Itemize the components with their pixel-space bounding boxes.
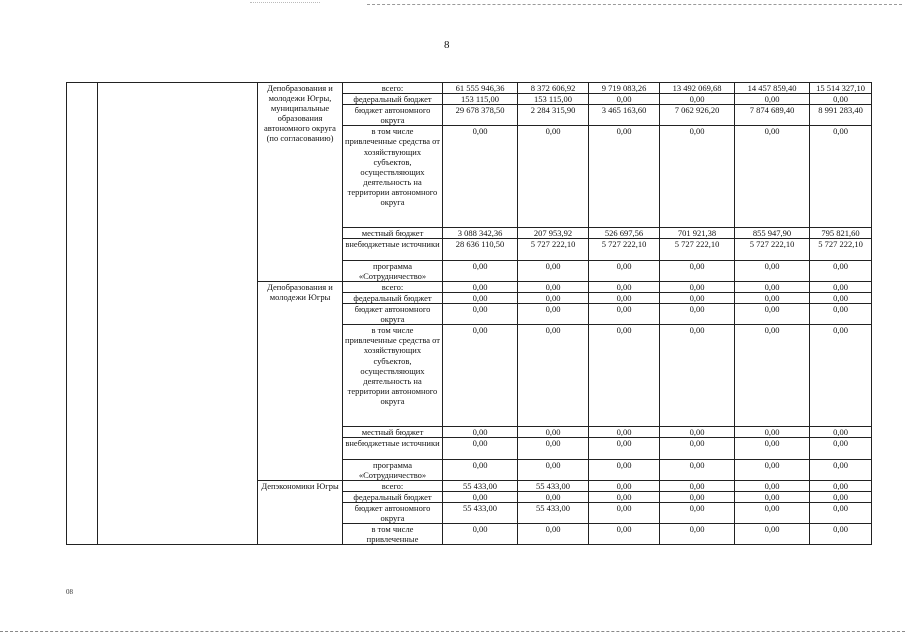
amount-year-4: 0,00 [735, 304, 810, 325]
amount-year-5: 0,00 [810, 260, 872, 281]
amount-total: 0,00 [443, 491, 518, 502]
amount-year-2: 0,00 [589, 524, 660, 545]
amount-year-3: 0,00 [660, 438, 735, 459]
amount-year-5: 795 821,60 [810, 228, 872, 239]
amount-total: 153 115,00 [443, 94, 518, 105]
amount-year-1: 0,00 [518, 281, 589, 292]
table-row [67, 83, 872, 94]
funding-source-label: внебюджетные источники [343, 438, 443, 459]
amount-year-4: 0,00 [735, 459, 810, 480]
amount-year-3: 0,00 [660, 459, 735, 480]
amount-year-2: 526 697,56 [589, 228, 660, 239]
amount-total: 0,00 [443, 304, 518, 325]
amount-year-4: 7 874 689,40 [735, 105, 810, 126]
funding-source-label: федеральный бюджет [343, 94, 443, 105]
funding-source-label: всего: [343, 83, 443, 94]
amount-year-2: 0,00 [589, 459, 660, 480]
amount-year-5: 5 727 222,10 [810, 239, 872, 260]
amount-year-4: 5 727 222,10 [735, 239, 810, 260]
amount-year-2: 9 719 083,26 [589, 83, 660, 94]
amount-year-1: 0,00 [518, 126, 589, 228]
amount-total: 0,00 [443, 281, 518, 292]
amount-year-4: 0,00 [735, 491, 810, 502]
amount-year-4: 0,00 [735, 126, 810, 228]
funding-source-label: в том числе привлеченные средства от хозяйствующих субъектов, осуществляющих деятельность на территории автономного округа [343, 325, 443, 427]
amount-year-4: 0,00 [735, 292, 810, 303]
amount-total: 0,00 [443, 524, 518, 545]
funding-source-label: в том числе привлеченные средства от хозяйствующих субъектов, осуществляющих деятельность на территории автономного округа [343, 126, 443, 228]
amount-year-3: 0,00 [660, 325, 735, 427]
scan-top-edge [367, 4, 902, 5]
budget-table [66, 82, 872, 545]
amount-year-3: 0,00 [660, 260, 735, 281]
amount-year-4: 14 457 859,40 [735, 83, 810, 94]
funding-source-label: бюджет автономного округа [343, 304, 443, 325]
amount-year-2: 0,00 [589, 260, 660, 281]
amount-year-2: 0,00 [589, 281, 660, 292]
amount-year-3: 0,00 [660, 427, 735, 438]
amount-year-1: 0,00 [518, 524, 589, 545]
amount-year-5: 0,00 [810, 427, 872, 438]
amount-year-5: 15 514 327,10 [810, 83, 872, 94]
amount-total: 0,00 [443, 459, 518, 480]
amount-year-1: 2 284 315,90 [518, 105, 589, 126]
amount-year-2: 5 727 222,10 [589, 239, 660, 260]
amount-total: 55 433,00 [443, 480, 518, 491]
amount-year-3: 0,00 [660, 126, 735, 228]
funding-source-label: всего: [343, 480, 443, 491]
amount-year-3: 0,00 [660, 480, 735, 491]
amount-total: 0,00 [443, 427, 518, 438]
amount-year-1: 153 115,00 [518, 94, 589, 105]
amount-year-2: 0,00 [589, 491, 660, 502]
blank-col-1 [67, 83, 98, 545]
amount-year-2: 0,00 [589, 292, 660, 303]
amount-year-2: 0,00 [589, 438, 660, 459]
amount-year-1: 0,00 [518, 292, 589, 303]
amount-year-4: 855 947,90 [735, 228, 810, 239]
amount-total: 55 433,00 [443, 502, 518, 523]
amount-year-5: 0,00 [810, 304, 872, 325]
amount-year-5: 0,00 [810, 491, 872, 502]
funding-source-label: бюджет автономного округа [343, 105, 443, 126]
amount-year-5: 0,00 [810, 325, 872, 427]
amount-year-2: 0,00 [589, 427, 660, 438]
amount-year-3: 0,00 [660, 292, 735, 303]
amount-year-3: 0,00 [660, 281, 735, 292]
amount-year-2: 0,00 [589, 126, 660, 228]
amount-year-3: 7 062 926,20 [660, 105, 735, 126]
amount-total: 0,00 [443, 260, 518, 281]
amount-year-4: 0,00 [735, 260, 810, 281]
amount-year-4: 0,00 [735, 281, 810, 292]
footer-mark: 08 [66, 588, 73, 596]
amount-year-2: 0,00 [589, 304, 660, 325]
funding-source-label: внебюджетные источники [343, 239, 443, 260]
amount-year-3: 13 492 069,68 [660, 83, 735, 94]
amount-total: 3 088 342,36 [443, 228, 518, 239]
blank-col-2 [98, 83, 258, 545]
amount-year-3: 0,00 [660, 304, 735, 325]
amount-year-5: 8 991 283,40 [810, 105, 872, 126]
amount-year-1: 0,00 [518, 260, 589, 281]
amount-year-1: 0,00 [518, 459, 589, 480]
amount-year-2: 0,00 [589, 94, 660, 105]
amount-year-1: 207 953,92 [518, 228, 589, 239]
amount-year-4: 0,00 [735, 94, 810, 105]
responsible-department: Депобразования и молодежи Югры [258, 281, 343, 480]
responsible-department: Депэкономики Югры [258, 480, 343, 545]
amount-year-3: 701 921,38 [660, 228, 735, 239]
amount-year-1: 0,00 [518, 491, 589, 502]
amount-year-5: 0,00 [810, 524, 872, 545]
amount-year-5: 0,00 [810, 126, 872, 228]
amount-year-3: 0,00 [660, 491, 735, 502]
amount-year-5: 0,00 [810, 281, 872, 292]
scan-bottom-edge [0, 631, 905, 632]
amount-year-3: 0,00 [660, 94, 735, 105]
funding-source-label: всего: [343, 281, 443, 292]
amount-year-2: 0,00 [589, 480, 660, 491]
funding-source-label: программа «Сотрудничество» [343, 459, 443, 480]
amount-year-5: 0,00 [810, 292, 872, 303]
funding-source-label: федеральный бюджет [343, 491, 443, 502]
amount-year-2: 0,00 [589, 502, 660, 523]
amount-year-2: 0,00 [589, 325, 660, 427]
amount-year-1: 55 433,00 [518, 502, 589, 523]
amount-year-1: 5 727 222,10 [518, 239, 589, 260]
amount-year-5: 0,00 [810, 502, 872, 523]
amount-year-1: 55 433,00 [518, 480, 589, 491]
amount-year-1: 0,00 [518, 427, 589, 438]
amount-year-3: 0,00 [660, 524, 735, 545]
amount-year-5: 0,00 [810, 480, 872, 491]
amount-year-1: 0,00 [518, 438, 589, 459]
amount-year-4: 0,00 [735, 325, 810, 427]
amount-year-4: 0,00 [735, 438, 810, 459]
amount-total: 61 555 946,36 [443, 83, 518, 94]
scan-edge-mark [250, 2, 320, 3]
amount-year-1: 8 372 606,92 [518, 83, 589, 94]
funding-source-label: программа «Сотрудничество» [343, 260, 443, 281]
amount-year-3: 5 727 222,10 [660, 239, 735, 260]
funding-source-label: в том числе привлеченные [343, 524, 443, 545]
amount-year-4: 0,00 [735, 480, 810, 491]
amount-year-4: 0,00 [735, 427, 810, 438]
amount-year-5: 0,00 [810, 459, 872, 480]
amount-year-2: 3 465 163,60 [589, 105, 660, 126]
page-number: 8 [444, 39, 450, 51]
amount-year-1: 0,00 [518, 304, 589, 325]
amount-year-4: 0,00 [735, 502, 810, 523]
amount-year-5: 0,00 [810, 94, 872, 105]
amount-total: 0,00 [443, 126, 518, 228]
funding-source-label: федеральный бюджет [343, 292, 443, 303]
funding-source-label: местный бюджет [343, 228, 443, 239]
amount-total: 0,00 [443, 292, 518, 303]
amount-year-1: 0,00 [518, 325, 589, 427]
funding-source-label: бюджет автономного округа [343, 502, 443, 523]
amount-total: 0,00 [443, 438, 518, 459]
amount-total: 29 678 378,50 [443, 105, 518, 126]
amount-total: 28 636 110,50 [443, 239, 518, 260]
responsible-department: Депобразования и молодежи Югры, муниципальные образования автономного округа (по согласованию) [258, 83, 343, 282]
amount-year-4: 0,00 [735, 524, 810, 545]
funding-source-label: местный бюджет [343, 427, 443, 438]
amount-year-3: 0,00 [660, 502, 735, 523]
amount-year-5: 0,00 [810, 438, 872, 459]
amount-total: 0,00 [443, 325, 518, 427]
